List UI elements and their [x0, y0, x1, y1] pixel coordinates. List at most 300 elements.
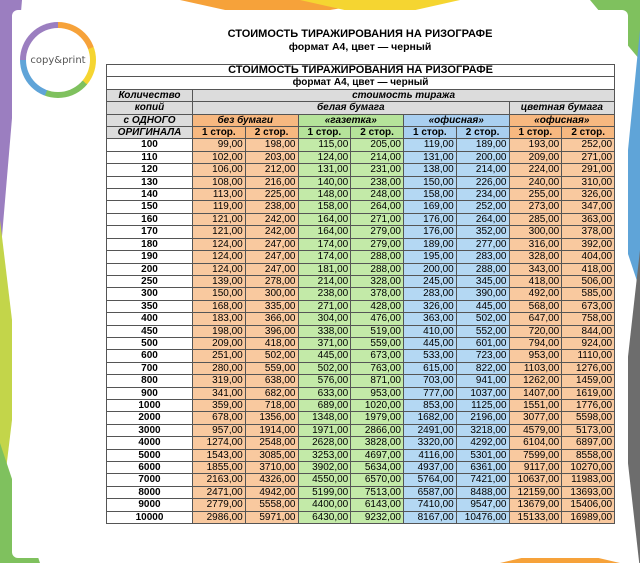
price-cell: 794,00 [509, 337, 562, 349]
copies-cell: 700 [107, 362, 193, 374]
price-cell: 245,00 [404, 275, 457, 287]
table-row [107, 375, 615, 387]
price-cell: 198,00 [193, 325, 246, 337]
price-cell: 1855,00 [193, 462, 246, 474]
price-cell: 15133,00 [509, 511, 562, 523]
qty-header-line-3: с ОДНОГО [107, 114, 193, 126]
side-header: 2 стор. [351, 127, 404, 139]
price-cell: 164,00 [298, 226, 351, 238]
price-cell: 15406,00 [562, 499, 615, 511]
price-cell: 404,00 [562, 251, 615, 263]
price-cell: 280,00 [193, 362, 246, 374]
table-row [107, 201, 615, 213]
price-cell: 359,00 [193, 399, 246, 411]
price-cell: 304,00 [298, 313, 351, 325]
price-cell: 678,00 [193, 412, 246, 424]
price-cell: 2779,00 [193, 499, 246, 511]
copies-cell: 190 [107, 251, 193, 263]
price-cell: 326,00 [562, 189, 615, 201]
price-cell: 689,00 [298, 399, 351, 411]
price-cell: 113,00 [193, 189, 246, 201]
price-cell: 723,00 [456, 350, 509, 362]
price-cell: 5301,00 [456, 449, 509, 461]
price-cell: 226,00 [456, 176, 509, 188]
price-cell: 124,00 [298, 151, 351, 163]
price-cell: 445,00 [298, 350, 351, 362]
side-header: 1 стор. [193, 127, 246, 139]
price-cell: 5598,00 [562, 412, 615, 424]
table-row [107, 251, 615, 263]
price-cell: 6143,00 [351, 499, 404, 511]
price-cell: 115,00 [298, 139, 351, 151]
price-cell: 7513,00 [351, 486, 404, 498]
price-cell: 703,00 [404, 375, 457, 387]
price-cell: 1125,00 [456, 399, 509, 411]
price-cell: 8488,00 [456, 486, 509, 498]
price-cell: 200,00 [404, 263, 457, 275]
price-cell: 183,00 [193, 313, 246, 325]
price-cell: 300,00 [245, 288, 298, 300]
copies-cell: 140 [107, 189, 193, 201]
price-cell: 871,00 [351, 375, 404, 387]
price-cell: 176,00 [404, 213, 457, 225]
price-cell: 283,00 [404, 288, 457, 300]
price-cell: 214,00 [456, 164, 509, 176]
table-row [107, 189, 615, 201]
price-cell: 214,00 [298, 275, 351, 287]
price-cell: 10476,00 [456, 511, 509, 523]
price-cell: 371,00 [298, 337, 351, 349]
price-cell: 4579,00 [509, 424, 562, 436]
price-cell: 10270,00 [562, 462, 615, 474]
price-cell: 345,00 [456, 275, 509, 287]
price-cell: 502,00 [456, 313, 509, 325]
copies-cell: 6000 [107, 462, 193, 474]
price-cell: 158,00 [298, 201, 351, 213]
price-cell: 445,00 [456, 300, 509, 312]
price-cell: 264,00 [351, 201, 404, 213]
qty-header-line-4: ОРИГИНАЛА [107, 127, 193, 139]
price-cell: 568,00 [509, 300, 562, 312]
price-cell: 418,00 [509, 275, 562, 287]
price-cell: 224,00 [509, 164, 562, 176]
price-cell: 1543,00 [193, 449, 246, 461]
group-no-paper: без бумаги [193, 114, 299, 126]
price-cell: 288,00 [351, 251, 404, 263]
price-cell: 1979,00 [351, 412, 404, 424]
price-cell: 277,00 [456, 238, 509, 250]
table-row [107, 437, 615, 449]
price-cell: 396,00 [245, 325, 298, 337]
price-cell: 3253,00 [298, 449, 351, 461]
price-cell: 316,00 [509, 238, 562, 250]
price-cell: 326,00 [404, 300, 457, 312]
price-cell: 285,00 [509, 213, 562, 225]
price-cell: 174,00 [298, 251, 351, 263]
price-cell: 601,00 [456, 337, 509, 349]
side-header: 1 стор. [298, 127, 351, 139]
price-cell: 673,00 [562, 300, 615, 312]
price-cell: 176,00 [404, 226, 457, 238]
price-cell: 519,00 [351, 325, 404, 337]
price-cell: 953,00 [509, 350, 562, 362]
copies-cell: 150 [107, 201, 193, 213]
price-cell: 3218,00 [456, 424, 509, 436]
price-cell: 924,00 [562, 337, 615, 349]
price-cell: 363,00 [562, 213, 615, 225]
price-cell: 720,00 [509, 325, 562, 337]
price-cell: 264,00 [456, 213, 509, 225]
price-cell: 251,00 [193, 350, 246, 362]
price-cell: 9547,00 [456, 499, 509, 511]
price-cell: 216,00 [245, 176, 298, 188]
price-cell: 238,00 [245, 201, 298, 213]
price-cell: 633,00 [298, 387, 351, 399]
table-row [107, 226, 615, 238]
price-cell: 124,00 [193, 251, 246, 263]
price-cell: 119,00 [404, 139, 457, 151]
price-cell: 5173,00 [562, 424, 615, 436]
price-cell: 1682,00 [404, 412, 457, 424]
price-cell: 214,00 [351, 151, 404, 163]
price-cell: 150,00 [404, 176, 457, 188]
side-header: 2 стор. [245, 127, 298, 139]
table-row [107, 263, 615, 275]
price-cell: 615,00 [404, 362, 457, 374]
table-row [107, 139, 615, 151]
price-cell: 328,00 [509, 251, 562, 263]
price-cell: 341,00 [193, 387, 246, 399]
price-cell: 193,00 [509, 139, 562, 151]
price-cell: 288,00 [456, 263, 509, 275]
table-row [107, 151, 615, 163]
price-cell: 1276,00 [562, 362, 615, 374]
price-cell: 278,00 [245, 275, 298, 287]
price-cell: 242,00 [245, 226, 298, 238]
table-row [107, 412, 615, 424]
copies-cell: 160 [107, 213, 193, 225]
table-row [107, 313, 615, 325]
copies-cell: 800 [107, 375, 193, 387]
price-cell: 140,00 [298, 176, 351, 188]
price-cell: 124,00 [193, 263, 246, 275]
price-cell: 8558,00 [562, 449, 615, 461]
price-cell: 119,00 [193, 201, 246, 213]
price-cell: 189,00 [456, 139, 509, 151]
price-cell: 953,00 [351, 387, 404, 399]
table-row [107, 511, 615, 523]
price-cell: 552,00 [456, 325, 509, 337]
price-cell: 139,00 [193, 275, 246, 287]
price-cell: 392,00 [562, 238, 615, 250]
price-cell: 203,00 [245, 151, 298, 163]
copies-cell: 120 [107, 164, 193, 176]
price-cell: 247,00 [245, 238, 298, 250]
price-cell: 271,00 [351, 213, 404, 225]
price-cell: 205,00 [351, 139, 404, 151]
price-cell: 559,00 [351, 337, 404, 349]
price-cell: 271,00 [298, 300, 351, 312]
price-cell: 638,00 [245, 375, 298, 387]
price-cell: 310,00 [562, 176, 615, 188]
price-cell: 273,00 [509, 201, 562, 213]
copies-cell: 7000 [107, 474, 193, 486]
table-row [107, 462, 615, 474]
price-cell: 242,00 [245, 213, 298, 225]
price-cell: 10637,00 [509, 474, 562, 486]
price-cell: 16989,00 [562, 511, 615, 523]
copies-cell: 500 [107, 337, 193, 349]
logo-text: copy&print [26, 28, 90, 92]
price-cell: 198,00 [245, 139, 298, 151]
copies-cell: 9000 [107, 499, 193, 511]
price-cell: 492,00 [509, 288, 562, 300]
price-cell: 1619,00 [562, 387, 615, 399]
price-cell: 181,00 [298, 263, 351, 275]
price-cell: 2163,00 [193, 474, 246, 486]
price-cell: 2471,00 [193, 486, 246, 498]
side-header: 1 стор. [404, 127, 457, 139]
price-cell: 212,00 [245, 164, 298, 176]
copies-cell: 4000 [107, 437, 193, 449]
price-cell: 506,00 [562, 275, 615, 287]
price-cell: 12159,00 [509, 486, 562, 498]
price-cell: 195,00 [404, 251, 457, 263]
price-cell: 1037,00 [456, 387, 509, 399]
price-cell: 11983,00 [562, 474, 615, 486]
price-cell: 4400,00 [298, 499, 351, 511]
price-cell: 13679,00 [509, 499, 562, 511]
copies-cell: 250 [107, 275, 193, 287]
price-table [106, 64, 615, 524]
price-cell: 8167,00 [404, 511, 457, 523]
copies-cell: 450 [107, 325, 193, 337]
price-cell: 1274,00 [193, 437, 246, 449]
price-cell: 576,00 [298, 375, 351, 387]
table-format: формат А4, цвет — черный [107, 77, 615, 89]
price-cell: 328,00 [351, 275, 404, 287]
page-subtitle: формат А4, цвет — черный [288, 41, 432, 53]
price-cell: 4942,00 [245, 486, 298, 498]
copy-print-logo [20, 22, 96, 98]
price-cell: 6104,00 [509, 437, 562, 449]
copies-cell: 110 [107, 151, 193, 163]
price-cell: 418,00 [562, 263, 615, 275]
price-cell: 1262,00 [509, 375, 562, 387]
price-cell: 777,00 [404, 387, 457, 399]
price-cell: 189,00 [404, 238, 457, 250]
white-paper-header: белая бумага [193, 102, 510, 114]
side-header: 2 стор. [562, 127, 615, 139]
page-title: СТОИМОСТЬ ТИРАЖИРОВАНИЯ НА РИЗОГРАФЕ [227, 28, 493, 40]
price-cell: 271,00 [562, 151, 615, 163]
price-cell: 758,00 [562, 313, 615, 325]
price-cell: 225,00 [245, 189, 298, 201]
price-cell: 4292,00 [456, 437, 509, 449]
price-cell: 3320,00 [404, 437, 457, 449]
price-cell: 418,00 [245, 337, 298, 349]
price-cell: 138,00 [404, 164, 457, 176]
table-row [107, 337, 615, 349]
price-cell: 352,00 [456, 226, 509, 238]
cost-header: стоимость тиража [193, 89, 615, 101]
price-cell: 2491,00 [404, 424, 457, 436]
table-row [107, 325, 615, 337]
copies-cell: 2000 [107, 412, 193, 424]
price-cell: 3077,00 [509, 412, 562, 424]
price-cell: 108,00 [193, 176, 246, 188]
price-cell: 200,00 [456, 151, 509, 163]
price-cell: 390,00 [456, 288, 509, 300]
price-cell: 378,00 [351, 288, 404, 300]
price-cell: 238,00 [298, 288, 351, 300]
price-cell: 209,00 [509, 151, 562, 163]
table-row [107, 399, 615, 411]
table-row [107, 350, 615, 362]
price-cell: 9117,00 [509, 462, 562, 474]
price-cell: 7421,00 [456, 474, 509, 486]
price-cell: 240,00 [509, 176, 562, 188]
price-cell: 763,00 [351, 362, 404, 374]
table-row [107, 300, 615, 312]
price-cell: 3710,00 [245, 462, 298, 474]
price-cell: 1459,00 [562, 375, 615, 387]
price-cell: 822,00 [456, 362, 509, 374]
table-row [107, 164, 615, 176]
price-cell: 234,00 [456, 189, 509, 201]
price-cell: 502,00 [298, 362, 351, 374]
copies-cell: 10000 [107, 511, 193, 523]
copies-cell: 1000 [107, 399, 193, 411]
price-cell: 3902,00 [298, 462, 351, 474]
price-cell: 3085,00 [245, 449, 298, 461]
price-cell: 1348,00 [298, 412, 351, 424]
price-cell: 99,00 [193, 139, 246, 151]
copies-cell: 180 [107, 238, 193, 250]
price-cell: 6587,00 [404, 486, 457, 498]
price-cell: 853,00 [404, 399, 457, 411]
group-gazette: «газетка» [298, 114, 404, 126]
price-cell: 279,00 [351, 226, 404, 238]
table-row [107, 362, 615, 374]
price-cell: 5634,00 [351, 462, 404, 474]
price-cell: 718,00 [245, 399, 298, 411]
price-cell: 1971,00 [298, 424, 351, 436]
table-row [107, 387, 615, 399]
price-cell: 238,00 [351, 176, 404, 188]
price-cell: 1407,00 [509, 387, 562, 399]
side-header: 2 стор. [456, 127, 509, 139]
price-cell: 121,00 [193, 226, 246, 238]
price-cell: 335,00 [245, 300, 298, 312]
copies-cell: 600 [107, 350, 193, 362]
price-cell: 347,00 [562, 201, 615, 213]
copies-cell: 400 [107, 313, 193, 325]
price-cell: 647,00 [509, 313, 562, 325]
price-cell: 6361,00 [456, 462, 509, 474]
price-cell: 6430,00 [298, 511, 351, 523]
price-cell: 844,00 [562, 325, 615, 337]
group-office: «офисная» [404, 114, 510, 126]
price-cell: 5971,00 [245, 511, 298, 523]
price-cell: 363,00 [404, 313, 457, 325]
price-cell: 2628,00 [298, 437, 351, 449]
copies-cell: 8000 [107, 486, 193, 498]
price-cell: 231,00 [351, 164, 404, 176]
copies-cell: 130 [107, 176, 193, 188]
price-cell: 247,00 [245, 263, 298, 275]
price-cell: 1776,00 [562, 399, 615, 411]
table-row [107, 176, 615, 188]
price-cell: 158,00 [404, 189, 457, 201]
price-cell: 288,00 [351, 263, 404, 275]
price-cell: 3828,00 [351, 437, 404, 449]
price-cell: 682,00 [245, 387, 298, 399]
copies-cell: 900 [107, 387, 193, 399]
price-cell: 131,00 [404, 151, 457, 163]
table-row [107, 474, 615, 486]
copies-cell: 300 [107, 288, 193, 300]
price-cell: 338,00 [298, 325, 351, 337]
price-cell: 445,00 [404, 337, 457, 349]
price-cell: 1356,00 [245, 412, 298, 424]
price-cell: 1020,00 [351, 399, 404, 411]
copies-cell: 350 [107, 300, 193, 312]
table-row [107, 238, 615, 250]
price-cell: 476,00 [351, 313, 404, 325]
group-color-office: «офисная» [509, 114, 615, 126]
price-cell: 131,00 [298, 164, 351, 176]
price-cell: 255,00 [509, 189, 562, 201]
table-row [107, 275, 615, 287]
price-cell: 7599,00 [509, 449, 562, 461]
table-row [107, 499, 615, 511]
table-row [107, 449, 615, 461]
price-cell: 279,00 [351, 238, 404, 250]
price-cell: 4937,00 [404, 462, 457, 474]
price-cell: 319,00 [193, 375, 246, 387]
price-cell: 2196,00 [456, 412, 509, 424]
color-paper-header: цветная бумага [509, 102, 615, 114]
price-cell: 2986,00 [193, 511, 246, 523]
price-cell: 1103,00 [509, 362, 562, 374]
price-cell: 150,00 [193, 288, 246, 300]
price-cell: 4116,00 [404, 449, 457, 461]
price-cell: 291,00 [562, 164, 615, 176]
copies-cell: 170 [107, 226, 193, 238]
price-cell: 585,00 [562, 288, 615, 300]
price-cell: 6897,00 [562, 437, 615, 449]
price-cell: 502,00 [245, 350, 298, 362]
price-table-body [107, 139, 615, 524]
price-cell: 2548,00 [245, 437, 298, 449]
price-cell: 428,00 [351, 300, 404, 312]
price-cell: 410,00 [404, 325, 457, 337]
price-cell: 168,00 [193, 300, 246, 312]
price-cell: 343,00 [509, 263, 562, 275]
price-cell: 6570,00 [351, 474, 404, 486]
price-cell: 4326,00 [245, 474, 298, 486]
copies-cell: 5000 [107, 449, 193, 461]
price-cell: 283,00 [456, 251, 509, 263]
price-cell: 1551,00 [509, 399, 562, 411]
price-cell: 1110,00 [562, 350, 615, 362]
price-cell: 13693,00 [562, 486, 615, 498]
price-cell: 533,00 [404, 350, 457, 362]
copies-cell: 100 [107, 139, 193, 151]
price-cell: 7410,00 [404, 499, 457, 511]
price-cell: 9232,00 [351, 511, 404, 523]
